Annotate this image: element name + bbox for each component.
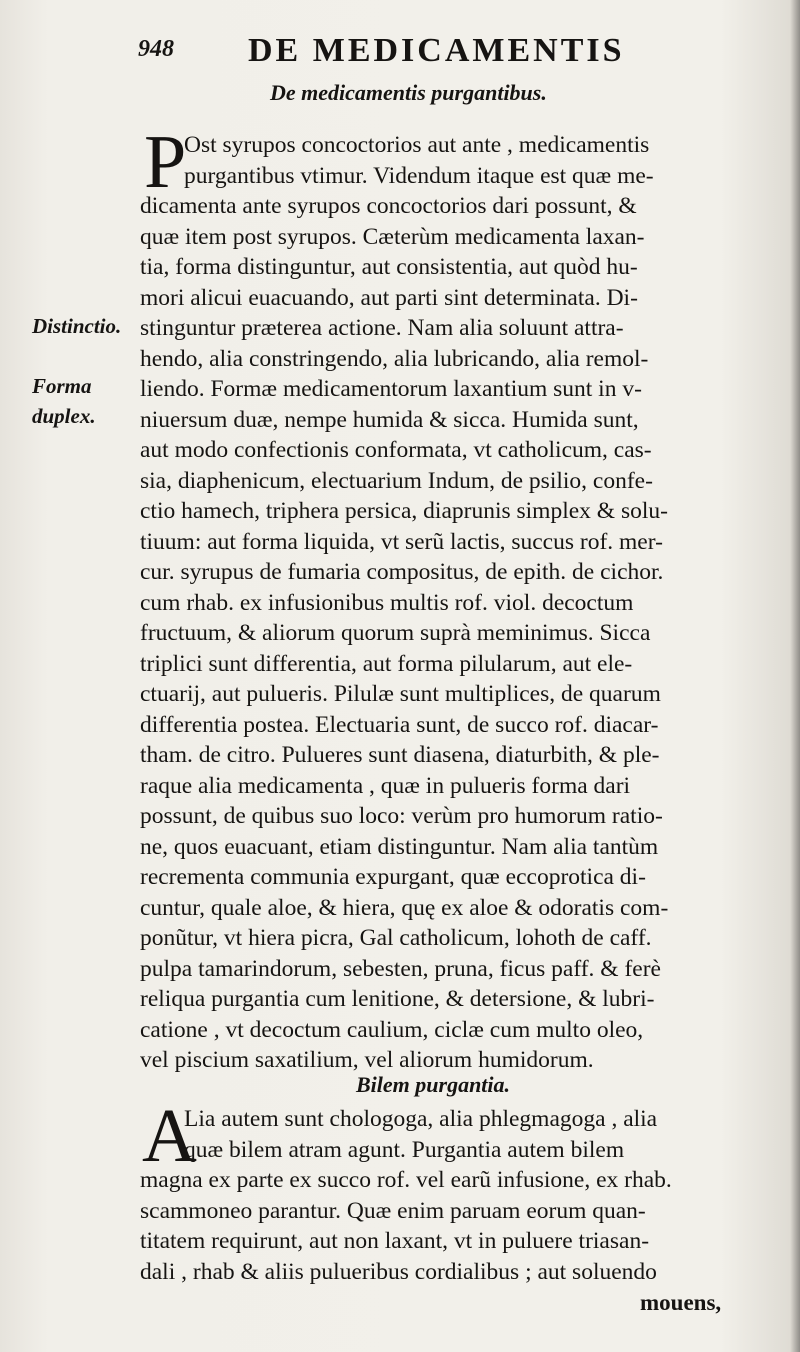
running-title: DE MEDICAMENTIS [248, 32, 625, 69]
section-title: De medicamentis purgantibus. [270, 80, 547, 105]
text-line: aut modo confectionis conformata, vt catholicum, cas- [140, 437, 652, 463]
margin-note-duplex: duplex. [32, 404, 96, 428]
text-line: tham. de citro. Pulueres sunt diasena, diaturbith, & ple- [140, 742, 660, 768]
catchword: mouens, [640, 1290, 722, 1315]
text-line: ctio hamech, triphera persica, diaprunis simplex & solu- [140, 498, 668, 524]
text-line: magna ex parte ex succo rof. vel earũ infusione, ex rhab. [140, 1167, 672, 1193]
text-line: dali , rhab & aliis pulueribus cordialibus ; aut soluendo [140, 1258, 657, 1285]
margin-note-forma: Forma [32, 374, 92, 398]
text-line: dicamenta ante syrupos concoctorios dari possunt, & [140, 193, 637, 219]
text-line: catione , vt decoctum caulium, ciclæ cum multo oleo, [140, 1016, 644, 1043]
text-line: reliqua purgantia cum lenitione, & detersione, & lubri- [140, 986, 655, 1012]
text-line: hendo, alia constringendo, alia lubricando, alia remol- [140, 345, 649, 372]
text-line: Ost syrupos concoctorios aut ante , medicamentis [184, 132, 650, 158]
text-line: ne, quos euacuant, etiam distinguntur. Nam alia tantùm [140, 833, 659, 860]
text-line: fructuum, & aliorum quorum suprà meminimus. Sicca [140, 620, 651, 646]
text-line: tia, forma distinguntur, aut consistentia, aut quòd hu- [140, 254, 638, 280]
drop-cap-a: A [142, 1094, 197, 1178]
text-line: titatem requirunt, aut non laxant, vt in puluere triasan- [140, 1228, 650, 1254]
paragraph-2 [140, 1094, 745, 1287]
text-line: recrementa communia expurgant, quæ eccoprotica di- [140, 864, 646, 890]
text-line: sia, diaphenicum, electuarium Indum, de psilio, confe- [140, 467, 653, 494]
text-line: possunt, de quibus suo loco: verùm pro humorum ratio- [140, 803, 663, 829]
text-line: scammoneo parantur. Quæ enim paruam eorum quan- [140, 1197, 646, 1224]
text-line: pulpa tamarindorum, sebesten, pruna, ficus paff. & ferè [140, 955, 661, 982]
text-line: mori alicui euacuando, aut parti sint determinata. Di- [140, 284, 638, 311]
text-line: vel piscium saxatilium, vel aliorum humidorum. [140, 1047, 594, 1073]
text-line: raque alia medicamenta , quæ in pulueris forma dari [140, 772, 631, 799]
text-line: ctuarij, aut pulueris. Pilulæ sunt multiplices, de quarum [140, 681, 661, 707]
text-line: cum rhab. ex infusionibus multis rof. viol. decoctum [140, 589, 634, 616]
text-line: Lia autem sunt chologoga, alia phlegmagoga , alia [184, 1106, 658, 1132]
text-line: cuntur, quale aloe, & hiera, quę ex aloe & odoratis com- [140, 894, 669, 921]
text-line: cur. syrupus de fumaria compositus, de epith. de cichor. [140, 559, 664, 585]
text-line: stinguntur præterea actione. Nam alia soluunt attra- [140, 315, 624, 341]
margin-note-distinctio: Distinctio. [32, 314, 122, 338]
text-line: quæ bilem atram agunt. Purgantia autem bilem [184, 1136, 625, 1163]
text-line: quæ item post syrupos. Cæterùm medicamenta laxan- [140, 223, 645, 250]
drop-cap-p: P [144, 120, 187, 204]
paragraph-1 [140, 120, 745, 1076]
text-line: differentia postea. Electuaria sunt, de succo rof. diacar- [140, 711, 659, 738]
page-header [138, 30, 778, 74]
text-line: liendo. Formæ medicamentorum laxantium sunt in v- [140, 376, 642, 402]
text-line: ponũtur, vt hiera picra, Gal catholicum, lohoth de caff. [140, 925, 652, 951]
text-line: niuersum duæ, nempe humida & sicca. Humida sunt, [140, 406, 639, 433]
text-line: tiuum: aut forma liquida, vt serũ lactis, succus rof. mer- [140, 528, 663, 555]
text-line: purgantibus vtimur. Videndum itaque est quæ me- [184, 162, 654, 189]
page-edge-shadow [790, 0, 800, 1352]
page-number: 948 [138, 36, 174, 62]
subheading: Bilem purgantia. [356, 1072, 511, 1097]
text-line: triplici sunt differentia, aut forma pilularum, aut ele- [140, 650, 633, 677]
